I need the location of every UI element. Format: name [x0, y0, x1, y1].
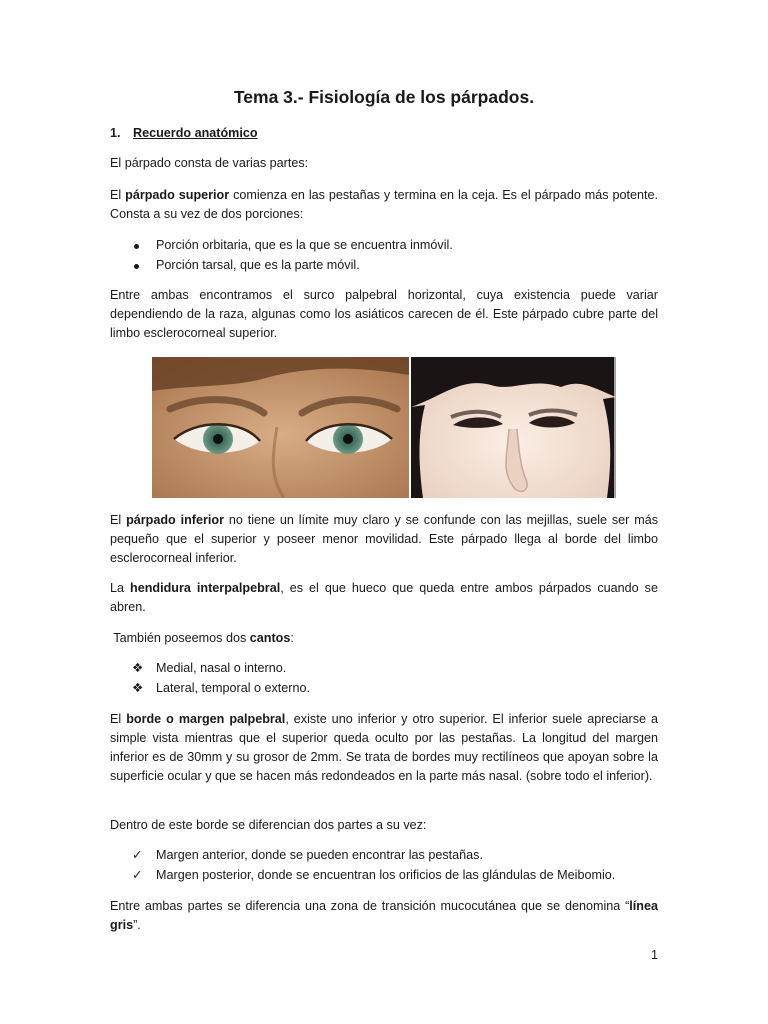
hendidura-paragraph: [110, 579, 658, 617]
inferior-post: no tiene un límite muy claro y se confunde con las mejillas, suele ser más pequeño que el superior y poseer menor movilidad. Este párpado llega al borde del limbo esclerocorneal inferior.: [110, 513, 659, 565]
list-item-text: Porción orbitaria, que es la que se encuentra inmóvil.: [156, 238, 453, 252]
diamond-bullet-icon: ❖: [132, 661, 144, 675]
hendidura-term: hendidura interpalpebral: [130, 581, 281, 595]
list-item: [132, 866, 652, 886]
superior-pre: El: [110, 188, 126, 202]
check-bullet-icon: ✓: [132, 848, 143, 862]
check-bullet-icon: ✓: [132, 867, 143, 882]
margen-list: [132, 846, 652, 885]
list-item-text: Porción tarsal, que es la parte móvil.: [156, 257, 360, 272]
list-item: [132, 846, 652, 866]
dot-bullet-icon: [132, 236, 150, 256]
hendidura-post: , es el que hueco que queda entre ambos párpados cuando se abren.: [110, 581, 658, 614]
list-item-text: Margen posterior, donde se encuentran los orificios de las glándulas de Meibomio.: [156, 867, 616, 882]
eyelid-photos: [152, 357, 616, 498]
borde-post: , existe uno inferior y otro superior. El inferior suele apreciarse a simple vista mientras que el superior queda oculto por las pestañas. La longitud del margen inferior es de 30mm y su grosor de 2mm. Se trata de bordes muy rectilíneos que apoyan sobre la superficie ocular y que se hacen más redondeados en la parte más nasal. (sobre todo el inferior).: [110, 712, 658, 783]
cantos-pre: También poseemos dos: [110, 631, 250, 645]
diamond-bullet-icon: ❖: [132, 680, 144, 695]
section-heading: [110, 124, 258, 143]
borde-pre: El: [110, 712, 127, 726]
superior-paragraph: [110, 186, 658, 224]
list-item-text: Margen anterior, donde se pueden encontrar las pestañas.: [156, 848, 483, 862]
linea-pre: Entre ambas partes se diferencia una zona de transición mucocutánea que se denomina “: [110, 899, 630, 913]
linea-paragraph: [110, 897, 658, 935]
cantos-post: :: [290, 631, 294, 645]
list-item-text: Lateral, temporal o externo.: [156, 680, 311, 695]
dentro-paragraph: Dentro de este borde se diferencian dos partes a su vez:: [110, 818, 427, 832]
superior-parts-list: [132, 236, 652, 275]
photo-asian-eyes: [411, 357, 616, 498]
cantos-paragraph: [110, 629, 658, 648]
cantos-list: [132, 659, 652, 698]
linea-post: ”.: [133, 918, 141, 932]
linea-term: línea gris: [110, 899, 658, 932]
inferior-term: párpado inferior: [126, 513, 224, 527]
surco-paragraph: Entre ambas encontramos el surco palpebral horizontal, cuya existencia puede variar dependiendo de la raza, algunas como los asiáticos carecen de él. Este párpado cubre parte del limbo esclerocorneal superior.: [110, 288, 658, 340]
list-item: [132, 679, 652, 699]
list-item-text: Medial, nasal o interno.: [156, 661, 287, 675]
page-title: Tema 3.- Fisiología de los párpados.: [233, 87, 535, 107]
borde-paragraph: [110, 710, 658, 786]
section-label: Recuerdo anatómico: [133, 126, 258, 140]
inferior-pre: El: [110, 513, 127, 527]
cantos-term: cantos: [249, 631, 291, 645]
hendidura-pre: La: [110, 581, 131, 595]
photo-caucasian-eyes: [152, 357, 409, 498]
page-number: 1: [650, 948, 658, 962]
intro-paragraph: El párpado consta de varias partes:: [110, 156, 309, 170]
section-number: 1.: [110, 126, 121, 140]
dot-bullet-icon: [132, 256, 150, 276]
superior-term: párpado superior: [125, 188, 230, 202]
list-item: [132, 256, 652, 276]
borde-term: borde o margen palpebral: [126, 712, 286, 726]
list-item: [132, 659, 652, 679]
inferior-paragraph: [110, 511, 658, 568]
list-item: [132, 236, 652, 256]
superior-post: comienza en las pestañas y termina en la ceja. Es el párpado más potente. Consta a su vez de dos porciones:: [110, 188, 658, 221]
